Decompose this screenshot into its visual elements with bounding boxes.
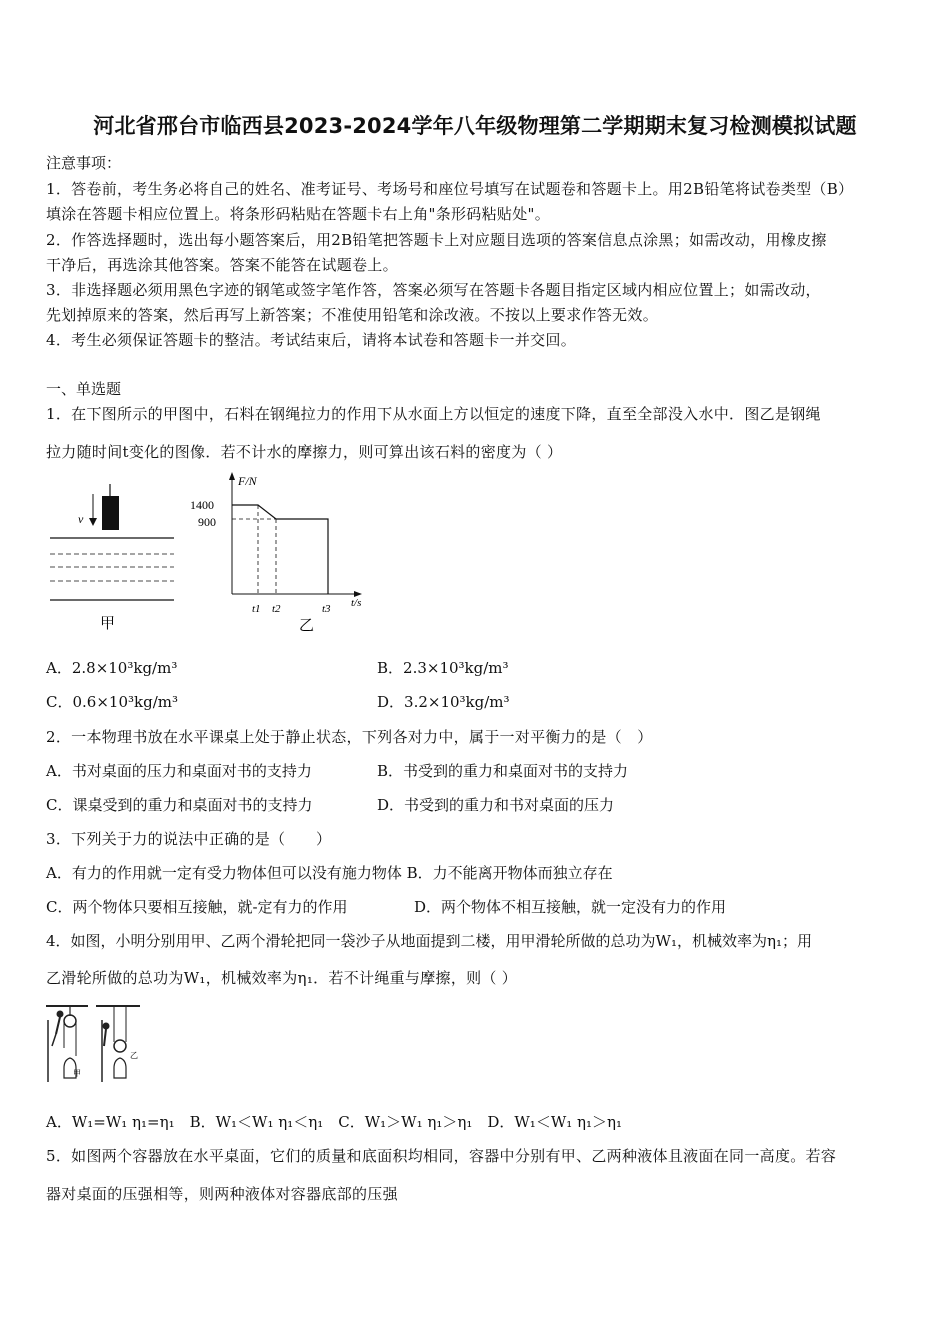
q5-stem-line2: 器对桌面的压强相等，则两种液体对容器底部的压强 xyxy=(46,1185,398,1203)
section-heading: 一、单选题 xyxy=(46,380,122,398)
person-jia-body xyxy=(56,1017,60,1034)
q2-option-d[interactable]: D．书受到的重力和书对桌面的压力 xyxy=(377,796,615,814)
person-yi-head xyxy=(103,1023,110,1030)
q4-options[interactable]: A．W₁=W₁ η₁=η₁ B．W₁＜W₁ η₁＜η₁ C．W₁＞W₁ η₁＞η₁ D．W₁＜W₁ η₁＞η₁ xyxy=(46,1113,623,1131)
person-jia-head xyxy=(57,1011,64,1018)
tick-t3: t3 xyxy=(322,603,331,615)
fig-yi-label: 乙 xyxy=(299,618,315,634)
q2-stem: 2．一本物理书放在水平课桌上处于静止状态，下列各对力中，属于一对平衡力的是（ ） xyxy=(46,728,653,746)
pulley-jia xyxy=(64,1015,76,1027)
velocity-label: v xyxy=(78,512,84,526)
tick-t1: t1 xyxy=(252,603,261,615)
tick-t2: t2 xyxy=(272,603,281,615)
person-jia-leg xyxy=(52,1034,56,1046)
fig-jia-label: 甲 xyxy=(100,616,116,632)
q3-option-c[interactable]: C．两个物体只要相互接触，就-定有力的作用 xyxy=(46,898,348,916)
notice-line-5: 3．非选择题必须用黑色字迹的钢笔或签字笔作答，答案必须写在答题卡各题目指定区域内相应位置上；如需改动， xyxy=(46,281,821,299)
notice-line-7: 4．考生必须保证答题卡的整洁。考试结束后，请将本试卷和答题卡一并交回。 xyxy=(46,331,577,349)
q1-figure-jia xyxy=(44,484,184,634)
page-title: 河北省邢台市临西县2023-2024学年八年级物理第二学期期末复习检测模拟试题 xyxy=(93,114,857,138)
force-curve xyxy=(232,505,328,594)
pulley-yi xyxy=(114,1040,126,1052)
q4-label-yi: 乙 xyxy=(130,1051,138,1060)
notice-line-1: 1．答卷前，考生务必将自己的姓名、准考证号、考场号和座位号填写在试题卷和答题卡上。用2B铅笔将试卷类型（B） xyxy=(46,180,854,198)
notice-line-6: 先划掉原来的答案，然后再写上新答案；不准使用铅笔和涂改液。不按以上要求作答无效。 xyxy=(46,306,659,324)
q4-pulley-figure xyxy=(44,1002,144,1082)
q1-stem-line1: 1．在下图所示的甲图中，石料在钢绳拉力的作用下从水面上方以恒定的速度下降，直至全部没入水中．图乙是钢绳 xyxy=(46,405,821,423)
q5-stem-line1: 5．如图两个容器放在水平桌面，它们的质量和底面积均相同，容器中分别有甲、乙两种液体且液面在同一高度。若容 xyxy=(46,1147,837,1165)
q1-option-a[interactable]: A．2.8×10³kg/m³ xyxy=(46,659,178,677)
q3-option-d[interactable]: D．两个物体不相互接触，就一定没有力的作用 xyxy=(414,898,727,916)
notice-line-4: 干净后，再选涂其他答案。答案不能答在试题卷上。 xyxy=(46,256,398,274)
stone-block xyxy=(102,496,119,530)
sandbag-yi xyxy=(114,1058,126,1078)
q4-label-jia: 甲 xyxy=(73,1069,81,1078)
q1-option-c[interactable]: C．0.6×10³kg/m³ xyxy=(46,693,178,711)
y-axis-label: F/N xyxy=(238,474,257,488)
q2-option-a[interactable]: A．书对桌面的压力和桌面对书的支持力 xyxy=(46,762,312,780)
tick-1400: 1400 xyxy=(190,498,214,512)
q1-option-d[interactable]: D．3.2×10³kg/m³ xyxy=(377,693,510,711)
q3-options-ab[interactable]: A．有力的作用就一定有受力物体但可以没有施力物体 B．力不能离开物体而独立存在 xyxy=(46,864,613,882)
x-axis-label: t/s xyxy=(351,597,362,609)
notice-heading: 注意事项： xyxy=(46,154,122,172)
tick-900: 900 xyxy=(198,515,216,529)
q2-option-b[interactable]: B．书受到的重力和桌面对书的支持力 xyxy=(377,762,629,780)
q1-graph-yi xyxy=(186,470,376,635)
velocity-arrowhead xyxy=(89,518,97,526)
q2-option-c[interactable]: C．课桌受到的重力和桌面对书的支持力 xyxy=(46,796,313,814)
notice-line-3: 2．作答选择题时，选出每小题答案后，用2B铅笔把答题卡上对应题目选项的答案信息点涂黑；如需改动，用橡皮擦 xyxy=(46,231,827,249)
notice-line-2: 填涂在答题卡相应位置上。将条形码粘贴在答题卡右上角"条形码粘贴处"。 xyxy=(46,205,551,223)
q4-stem-line2: 乙滑轮所做的总功为W₁，机械效率为η₁．若不计绳重与摩擦，则（ ） xyxy=(46,969,518,987)
person-yi-body xyxy=(104,1029,106,1046)
q1-stem-line2: 拉力随时间t变化的图像．若不计水的摩擦力，则可算出该石料的密度为（ ） xyxy=(46,443,563,461)
y-axis-arrow xyxy=(229,472,235,480)
q1-option-b[interactable]: B．2.3×10³kg/m³ xyxy=(377,659,509,677)
q4-stem-line1: 4．如图，小明分别用甲、乙两个滑轮把同一袋沙子从地面提到二楼，用甲滑轮所做的总功为W₁，机械效率为η₁；用 xyxy=(46,932,812,950)
q3-stem: 3．下列关于力的说法中正确的是（ ） xyxy=(46,830,332,848)
